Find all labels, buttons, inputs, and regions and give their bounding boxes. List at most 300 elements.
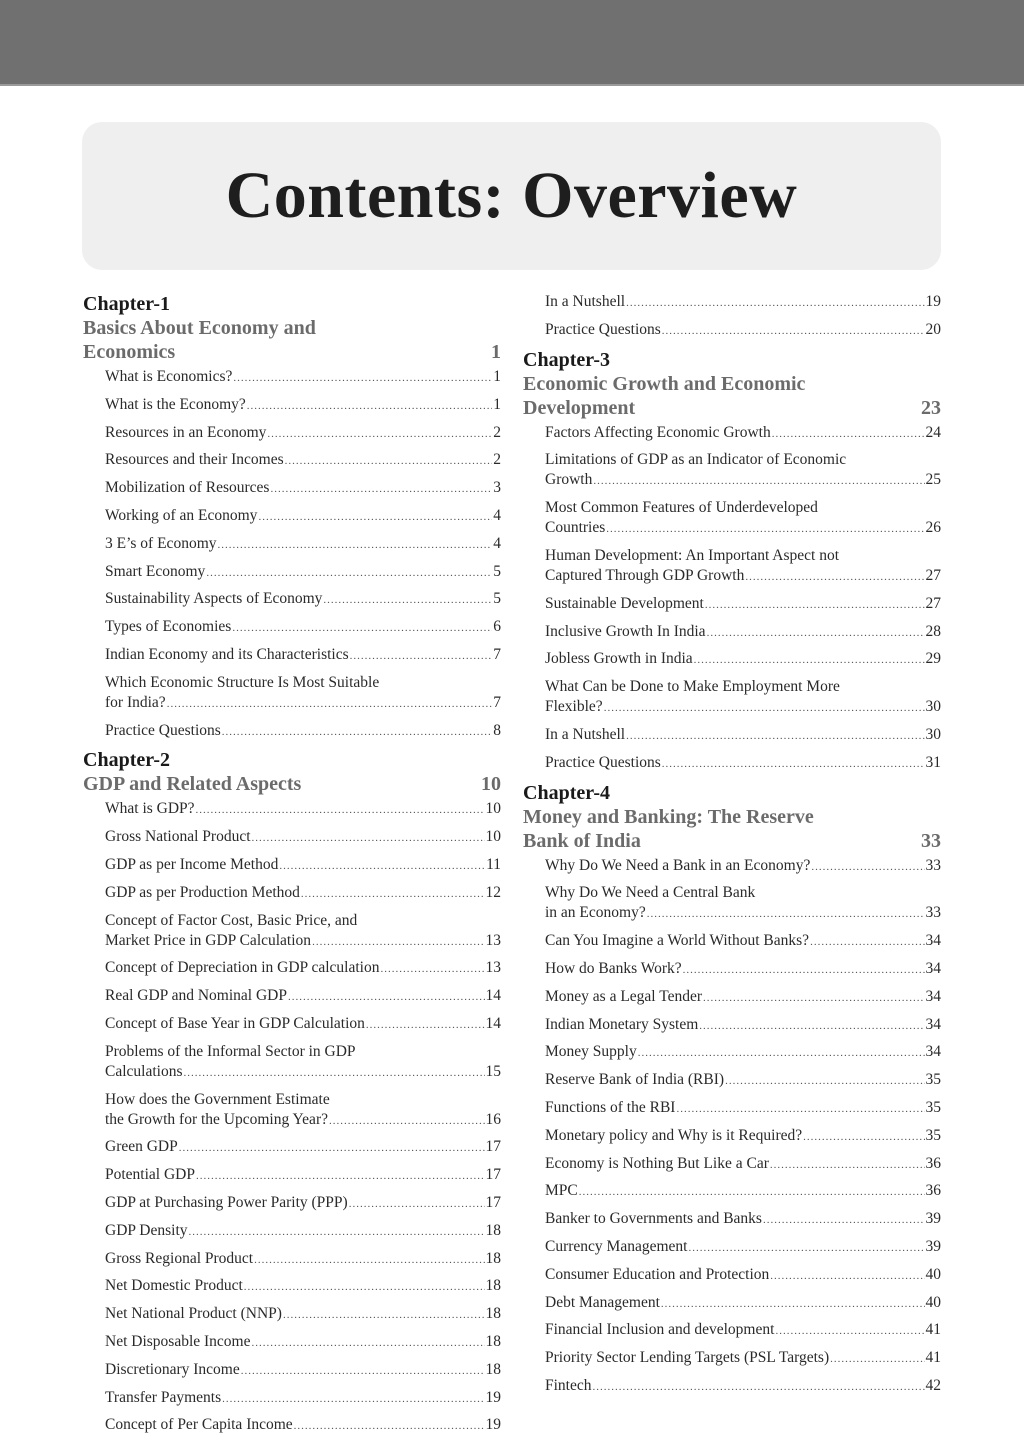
chapter-page: 23 xyxy=(921,396,941,419)
dot-leader xyxy=(232,618,492,638)
dot-leader xyxy=(196,1166,485,1186)
toc-entry[interactable] xyxy=(83,450,501,471)
dot-leader xyxy=(283,1305,485,1325)
toc-entry[interactable] xyxy=(83,1276,501,1297)
toc-entry-row xyxy=(545,566,941,587)
toc-entry-row xyxy=(545,1042,941,1063)
toc-entry[interactable] xyxy=(83,883,501,904)
dot-leader xyxy=(288,987,485,1007)
dot-leader xyxy=(626,293,924,313)
toc-entry-page: 13 xyxy=(485,931,501,949)
toc-entry-page: 40 xyxy=(925,1293,941,1311)
toc-entry-page: 8 xyxy=(493,721,501,739)
dot-leader xyxy=(661,1294,925,1314)
dot-leader xyxy=(206,563,492,583)
toc-entry-row xyxy=(545,1098,941,1119)
toc-entry[interactable] xyxy=(83,1042,501,1083)
toc-entry[interactable] xyxy=(523,1070,941,1091)
toc-entry[interactable] xyxy=(83,534,501,555)
toc-entry[interactable] xyxy=(523,1320,941,1341)
toc-entry-text: Smart Economy xyxy=(105,562,206,580)
chapter-label: Chapter-1 xyxy=(83,293,171,315)
toc-entry[interactable] xyxy=(523,546,941,587)
dot-leader xyxy=(270,479,492,499)
toc-entry[interactable] xyxy=(523,450,941,491)
chapter-title-row[interactable] xyxy=(83,316,501,364)
toc-entry[interactable] xyxy=(523,856,941,877)
toc-entry-text-line1: Most Common Features of Underdeveloped xyxy=(545,499,818,517)
toc-entry[interactable] xyxy=(83,1137,501,1158)
toc-entry[interactable] xyxy=(523,987,941,1008)
toc-entry[interactable] xyxy=(83,589,501,610)
toc-entry-page: 5 xyxy=(493,562,501,580)
toc-entry[interactable] xyxy=(83,478,501,499)
toc-entry-page: 19 xyxy=(485,1388,501,1406)
toc-entry-page: 17 xyxy=(485,1138,501,1156)
toc-entry-row xyxy=(105,645,501,666)
toc-entry-page: 41 xyxy=(925,1321,941,1339)
toc-entry-text: Flexible? xyxy=(545,698,603,716)
toc-entry-row xyxy=(105,562,501,583)
dot-leader xyxy=(244,1277,485,1297)
toc-entry[interactable] xyxy=(523,1209,941,1230)
toc-entry-text: Captured Through GDP Growth xyxy=(545,566,745,584)
toc-entry-text: Sustainability Aspects of Economy xyxy=(105,590,323,608)
dot-leader xyxy=(707,623,925,643)
toc-entry[interactable] xyxy=(523,1348,941,1369)
toc-entry-page: 18 xyxy=(485,1305,501,1323)
toc-entry-row xyxy=(105,1360,501,1381)
toc-entry-row xyxy=(105,931,501,952)
toc-entry-page: 18 xyxy=(485,1277,501,1295)
toc-entry-row xyxy=(545,518,941,539)
toc-left-column xyxy=(83,292,501,1443)
toc-entry[interactable] xyxy=(83,855,501,876)
toc-entry-text: What is the Economy? xyxy=(105,395,246,413)
toc-entry-text: Mobilization of Resources xyxy=(105,479,270,497)
toc-entry-row xyxy=(105,1304,501,1325)
toc-entry-text: Growth xyxy=(545,471,593,489)
toc-entry[interactable] xyxy=(83,721,501,742)
chapter-section xyxy=(523,348,941,774)
dot-leader xyxy=(329,1111,485,1131)
toc-entry-page: 34 xyxy=(925,959,941,977)
toc-entry-page: 14 xyxy=(485,1014,501,1032)
toc-entry[interactable] xyxy=(83,1090,501,1131)
toc-entry-page: 7 xyxy=(493,645,501,663)
toc-entry-row xyxy=(105,423,501,444)
toc-entry-page: 30 xyxy=(925,698,941,716)
toc-entry[interactable] xyxy=(83,1165,501,1186)
toc-entry-page: 19 xyxy=(485,1416,501,1434)
chapter-title-row[interactable] xyxy=(83,772,501,796)
toc-entry-row xyxy=(105,506,501,527)
toc-entry-page: 13 xyxy=(485,959,501,977)
toc-entry-row xyxy=(545,423,941,444)
toc-entry[interactable] xyxy=(83,1221,501,1242)
toc-entry-row xyxy=(105,1249,501,1270)
toc-entry-page: 18 xyxy=(485,1332,501,1350)
toc-entry-page: 30 xyxy=(925,725,941,743)
toc-entry-page: 31 xyxy=(925,753,941,771)
toc-entry-page: 14 xyxy=(485,987,501,1005)
toc-entry-row xyxy=(105,367,501,388)
dot-leader xyxy=(285,451,493,471)
toc-entry-page: 1 xyxy=(493,395,501,413)
toc-entry-row xyxy=(545,1154,941,1175)
toc-entry-row xyxy=(105,478,501,499)
toc-entry-row xyxy=(105,534,501,555)
toc-entry-text: Priority Sector Lending Targets (PSL Targets) xyxy=(545,1349,830,1367)
toc-entry-text-line1: Limitations of GDP as an Indicator of Economic xyxy=(545,451,847,469)
toc-entry-page: 27 xyxy=(925,566,941,584)
toc-entry-text: Gross Regional Product xyxy=(105,1249,254,1267)
dot-leader xyxy=(241,1361,485,1381)
toc-entry[interactable] xyxy=(523,594,941,615)
toc-entry[interactable] xyxy=(83,958,501,979)
toc-entry-page: 18 xyxy=(485,1221,501,1239)
toc-entry-text: How do Banks Work? xyxy=(545,959,682,977)
toc-entry[interactable] xyxy=(523,677,941,718)
toc-entry-page: 29 xyxy=(925,650,941,668)
toc-entry-row xyxy=(545,987,941,1008)
toc-entry-row xyxy=(545,320,941,341)
toc-entry-page: 35 xyxy=(925,1071,941,1089)
toc-entry-text: the Growth for the Upcoming Year? xyxy=(105,1110,328,1128)
toc-entry-text: What is Economics? xyxy=(105,368,233,385)
toc-entry-text: Banker to Governments and Banks xyxy=(545,1210,762,1228)
dot-leader xyxy=(683,960,925,980)
toc-entry-page: 6 xyxy=(493,618,501,636)
toc-entry-row xyxy=(545,1126,941,1147)
toc-entry-row xyxy=(105,827,501,848)
toc-entry-row xyxy=(545,697,941,718)
dot-leader xyxy=(647,904,925,924)
chapter-section xyxy=(523,781,941,1397)
dot-leader xyxy=(184,1063,485,1083)
toc-entry-row xyxy=(545,856,941,877)
dot-leader xyxy=(811,857,924,877)
toc-entry-row xyxy=(545,649,941,670)
dot-leader xyxy=(725,1071,924,1091)
toc-entry-row xyxy=(105,958,501,979)
toc-entry[interactable] xyxy=(523,292,941,313)
toc-entry-row xyxy=(545,903,941,924)
toc-entry-row xyxy=(105,1165,501,1186)
toc-entry-text: Concept of Depreciation in GDP calculation xyxy=(105,959,380,977)
toc-entry-row xyxy=(545,470,941,491)
toc-entry-text: Economy is Nothing But Like a Car xyxy=(545,1154,769,1172)
toc-entry-page: 16 xyxy=(485,1110,501,1128)
toc-entry-page: 36 xyxy=(925,1154,941,1172)
toc-entry-page: 34 xyxy=(925,1015,941,1033)
chapter-page: 1 xyxy=(491,341,501,363)
dot-leader xyxy=(218,535,493,555)
toc-entry-page: 35 xyxy=(925,1126,941,1144)
toc-entry[interactable] xyxy=(83,673,501,714)
toc-entry-text: Jobless Growth in India xyxy=(545,650,693,668)
toc-entry-page: 4 xyxy=(493,534,501,552)
chapter-label: Chapter-3 xyxy=(523,348,611,371)
toc-entry[interactable] xyxy=(523,649,941,670)
dot-leader xyxy=(579,1182,925,1202)
dot-leader xyxy=(366,1015,485,1035)
toc-entry-row xyxy=(105,1332,501,1353)
toc-entry-row xyxy=(105,693,501,714)
toc-entry[interactable] xyxy=(83,367,501,388)
toc-entry[interactable] xyxy=(523,753,941,774)
toc-entry-text: Resources and their Incomes xyxy=(105,451,284,469)
title-panel xyxy=(82,122,941,270)
chapter-title: Basics About Economy and Economics xyxy=(83,317,316,363)
toc-entry-page: 33 xyxy=(925,904,941,922)
dot-leader xyxy=(688,1238,924,1258)
toc-entry[interactable] xyxy=(523,1126,941,1147)
toc-entry-page: 34 xyxy=(925,1043,941,1061)
toc-entry[interactable] xyxy=(523,1098,941,1119)
chapter-label: Chapter-4 xyxy=(523,781,611,804)
toc-entry-text: Practice Questions xyxy=(545,320,661,338)
toc-entry-page: 2 xyxy=(493,423,501,441)
toc-entry-text: Concept of Per Capita Income xyxy=(105,1416,293,1434)
toc-entry-page: 20 xyxy=(925,320,941,338)
toc-entry-page: 4 xyxy=(493,506,501,524)
toc-entry-text: In a Nutshell xyxy=(545,725,626,743)
toc-entry[interactable] xyxy=(83,799,501,820)
toc-entry-row xyxy=(545,753,941,774)
dot-leader xyxy=(222,722,492,742)
toc-entry-page: 35 xyxy=(925,1098,941,1116)
toc-entry-page: 1 xyxy=(493,368,501,385)
chapter-title: Economic Growth and Economic Development xyxy=(523,372,806,419)
dot-leader xyxy=(222,1389,484,1409)
toc-entry-text: Functions of the RBI xyxy=(545,1098,676,1116)
toc-entry-row xyxy=(105,589,501,610)
toc-entry-text: Market Price in GDP Calculation xyxy=(105,931,312,949)
toc-entry-text: Resources in an Economy xyxy=(105,423,267,441)
dot-leader xyxy=(323,590,492,610)
toc-entry-text: Why Do We Need a Bank in an Economy? xyxy=(545,856,811,874)
toc-entry-text: Green GDP xyxy=(105,1138,178,1156)
toc-entry-row xyxy=(545,1237,941,1258)
toc-entry[interactable] xyxy=(523,1154,941,1175)
dot-leader xyxy=(350,646,493,666)
toc-entry-page: 15 xyxy=(485,1062,501,1080)
toc-entry-page: 33 xyxy=(925,856,941,874)
toc-entry[interactable] xyxy=(83,562,501,583)
toc-entry[interactable] xyxy=(83,1332,501,1353)
toc-entry[interactable] xyxy=(523,320,941,341)
toc-entry-text: Types of Economies xyxy=(105,618,232,636)
toc-entry[interactable] xyxy=(83,911,501,952)
toc-entry-page: 5 xyxy=(493,590,501,608)
toc-entry[interactable] xyxy=(523,959,941,980)
dot-leader xyxy=(189,1222,485,1242)
toc-entry-text: Working of an Economy xyxy=(105,506,258,524)
toc-entry-page: 36 xyxy=(925,1182,941,1200)
dot-leader xyxy=(803,1127,924,1147)
toc-entry-page: 40 xyxy=(925,1265,941,1283)
toc-entry-text: GDP as per Production Method xyxy=(105,883,300,901)
toc-entry[interactable] xyxy=(523,725,941,746)
toc-entry[interactable] xyxy=(83,1249,501,1270)
toc-entry-text: Indian Economy and its Characteristics xyxy=(105,645,349,663)
toc-entry-text: Reserve Bank of India (RBI) xyxy=(545,1071,725,1089)
toc-entry-page: 34 xyxy=(925,932,941,950)
toc-entry-text: Debt Management xyxy=(545,1293,660,1311)
toc-entry-text: for India? xyxy=(105,693,166,711)
toc-right-column xyxy=(523,292,941,1404)
toc-entry-page: 3 xyxy=(493,479,501,497)
chapter-title-row[interactable] xyxy=(523,805,941,853)
toc-entry-text: in an Economy? xyxy=(545,904,646,922)
toc-entry[interactable] xyxy=(83,1014,501,1035)
toc-entry-row xyxy=(545,292,941,313)
toc-entry-text: Factors Affecting Economic Growth xyxy=(545,423,771,441)
toc-entry-text: Gross National Product xyxy=(105,828,251,846)
toc-entry[interactable] xyxy=(523,1265,941,1286)
page-title: Contents: Overview xyxy=(225,159,798,232)
toc-entry-page: 26 xyxy=(925,519,941,537)
toc-entry-row xyxy=(105,617,501,638)
chapter-page: 33 xyxy=(921,829,941,852)
top-header-bar xyxy=(0,0,1024,86)
dot-leader xyxy=(705,595,925,615)
toc-entry[interactable] xyxy=(83,645,501,666)
dot-leader xyxy=(638,1043,925,1063)
toc-entry-row xyxy=(105,721,501,742)
dot-leader xyxy=(301,884,485,904)
dot-leader xyxy=(349,1194,485,1214)
toc-entry-text: GDP as per Income Method xyxy=(105,855,279,873)
toc-entry-row xyxy=(105,1062,501,1083)
toc-entry-row xyxy=(105,986,501,1007)
dot-leader xyxy=(247,396,493,416)
dot-leader xyxy=(745,567,924,587)
toc-entry-row xyxy=(545,1320,941,1341)
toc-entry[interactable] xyxy=(83,423,501,444)
toc-entry-text: Transfer Payments xyxy=(105,1388,222,1406)
toc-entry[interactable] xyxy=(83,1304,501,1325)
toc-entry-text: Discretionary Income xyxy=(105,1360,240,1378)
dot-leader xyxy=(252,828,485,848)
dot-leader xyxy=(703,988,924,1008)
toc-entry-text-line1: Why Do We Need a Central Bank xyxy=(545,884,756,902)
toc-entry[interactable] xyxy=(523,1293,941,1314)
toc-entry-text: Real GDP and Nominal GDP xyxy=(105,987,287,1005)
dot-leader xyxy=(830,1349,924,1369)
dot-leader xyxy=(694,650,925,670)
toc-entry[interactable] xyxy=(83,506,501,527)
dot-leader xyxy=(810,932,924,952)
toc-entry-page: 10 xyxy=(485,828,501,846)
dot-leader xyxy=(699,1016,924,1036)
toc-entry-page: 39 xyxy=(925,1237,941,1255)
toc-entry-page: 17 xyxy=(485,1166,501,1184)
toc-entry[interactable] xyxy=(523,1237,941,1258)
toc-entry-page: 39 xyxy=(925,1210,941,1228)
dot-leader xyxy=(662,754,925,774)
toc-entry-page: 7 xyxy=(493,693,501,711)
toc-entry-text-line1: What Can be Done to Make Employment More xyxy=(545,678,840,696)
toc-entry[interactable] xyxy=(83,617,501,638)
chapter-page: 10 xyxy=(481,773,501,796)
toc-entry-text: Net National Product (NNP) xyxy=(105,1305,282,1323)
toc-entry-page: 18 xyxy=(485,1360,501,1378)
toc-entry-text: GDP Density xyxy=(105,1221,188,1239)
toc-entry[interactable] xyxy=(523,1181,941,1202)
dot-leader xyxy=(604,698,925,718)
toc-entry-text: Monetary policy and Why is it Required? xyxy=(545,1126,803,1144)
toc-entry[interactable] xyxy=(83,395,501,416)
toc-entry-text-line1: Concept of Factor Cost, Basic Price, and xyxy=(105,911,358,929)
toc-entry[interactable] xyxy=(523,1042,941,1063)
toc-entry-page: 10 xyxy=(485,800,501,818)
toc-entry-text: Financial Inclusion and development xyxy=(545,1321,775,1339)
chapter-title-row[interactable] xyxy=(523,372,941,420)
toc-entry-row xyxy=(545,931,941,952)
toc-entry[interactable] xyxy=(83,986,501,1007)
dot-leader xyxy=(593,1377,925,1397)
toc-entry-text: GDP at Purchasing Power Parity (PPP) xyxy=(105,1193,348,1211)
chapter-label: Chapter-2 xyxy=(83,749,171,772)
toc-entry-page: 42 xyxy=(925,1376,941,1394)
toc-entry-row xyxy=(545,622,941,643)
toc-entry-row xyxy=(545,1293,941,1314)
dot-leader xyxy=(626,726,924,746)
toc-entry-text: What is GDP? xyxy=(105,800,195,818)
toc-entry-page: 24 xyxy=(925,423,941,441)
toc-entry-row xyxy=(105,1221,501,1242)
toc-entry[interactable] xyxy=(523,498,941,539)
chapter-section xyxy=(83,292,501,742)
dot-leader xyxy=(770,1155,925,1175)
toc-entry[interactable] xyxy=(83,827,501,848)
dot-leader xyxy=(252,1333,485,1353)
toc-entry[interactable] xyxy=(83,1360,501,1381)
toc-entry-row xyxy=(545,1015,941,1036)
toc-entry-text: Sustainable Development xyxy=(545,594,704,612)
toc-entry[interactable] xyxy=(523,1376,941,1397)
chapter-section xyxy=(83,748,501,1436)
toc-entry[interactable] xyxy=(523,423,941,444)
dot-leader xyxy=(258,507,492,527)
toc-entry-row xyxy=(105,799,501,820)
toc-entry-text: MPC xyxy=(545,1182,578,1200)
toc-entry[interactable] xyxy=(523,931,941,952)
toc-entry-row xyxy=(105,883,501,904)
toc-entry-text: Currency Management xyxy=(545,1237,688,1255)
toc-entry[interactable] xyxy=(83,1193,501,1214)
toc-entry-row xyxy=(545,1070,941,1091)
toc-entry-row xyxy=(105,450,501,471)
dot-leader xyxy=(167,694,493,714)
toc-entry-text: Practice Questions xyxy=(545,753,661,771)
toc-entry-text: In a Nutshell xyxy=(545,293,626,310)
toc-entry[interactable] xyxy=(523,1015,941,1036)
dot-leader xyxy=(279,856,485,876)
toc-entry-row xyxy=(105,1276,501,1297)
toc-entry[interactable] xyxy=(523,622,941,643)
toc-entry[interactable] xyxy=(83,1388,501,1409)
toc-entry-row xyxy=(545,1181,941,1202)
toc-entry-text: Net Disposable Income xyxy=(105,1332,251,1350)
toc-entry-text: Money Supply xyxy=(545,1043,637,1061)
toc-entry-row xyxy=(105,1415,501,1436)
toc-entry[interactable] xyxy=(83,1415,501,1436)
dot-leader xyxy=(267,424,492,444)
toc-entry[interactable] xyxy=(523,883,941,924)
